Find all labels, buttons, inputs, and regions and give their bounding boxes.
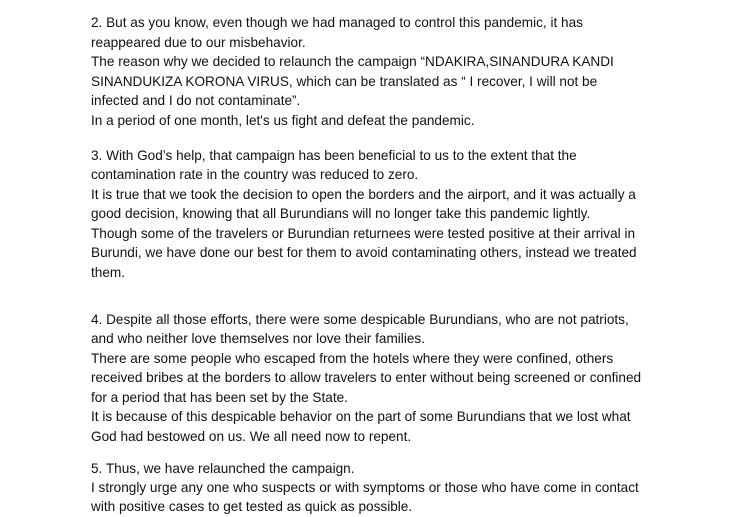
paragraph-3-line-6: Burundi, we have done our best for them to avoid contaminating others, instead we treated (91, 245, 637, 260)
paragraph-3-line-1: 3. With God’s help, that campaign has been beneficial to us to the extent that the (91, 148, 577, 163)
paragraph-3-line-3: It is true that we took the decision to open the borders and the airport, and it was actually a (91, 187, 636, 202)
paragraph-4-line-7: God had bestowed on us. We all need now to repent. (91, 429, 412, 444)
paragraph-2-line-4: SINANDUKIZA KORONA VIRUS, which can be translated as “ I recover, I will not be (91, 74, 598, 89)
paragraph-4-line-6: It is because of this despicable behavior on the part of some Burundians that we lost what (91, 409, 631, 424)
paragraph-4-line-2: and who neither love themselves nor love their families. (91, 331, 425, 346)
paragraph-5-line-1: 5. Thus, we have relaunched the campaign. (91, 461, 355, 476)
paragraph-3-line-5: Though some of the travelers or Burundian returnees were tested positive at their arrival in (91, 226, 636, 241)
paragraph-2-line-2: reappeared due to our misbehavior. (91, 35, 306, 50)
paragraph-2-line-1: 2. But as you know, even though we had managed to control this pandemic, it has (91, 15, 583, 30)
paragraph-2-line-6: In a period of one month, let's us fight and defeat the pandemic. (91, 113, 475, 128)
paragraph-5-line-3: with positive cases to get tested as quick as possible. (91, 499, 413, 514)
paragraph-4-line-1: 4. Despite all those efforts, there were some despicable Burundians, who are not patriots, (91, 312, 629, 327)
paragraph-3-line-7: them. (91, 265, 125, 280)
paragraph-3-line-4: good decision, knowing that all Burundians will no longer take this pandemic lightly. (91, 206, 591, 221)
paragraph-2-line-5: infected and I do not contaminate”. (91, 93, 301, 108)
paragraph-5-line-2: I strongly urge any one who suspects or with symptoms or those who have come in contact (91, 480, 639, 495)
paragraph-3-line-2: contamination rate in the country was reduced to zero. (91, 167, 419, 182)
paragraph-4-line-3: There are some people who escaped from the hotels where they were confined, others (91, 351, 614, 366)
paragraph-4-line-5: for a period that has been set by the State. (91, 390, 348, 405)
paragraph-4-line-4: received bribes at the borders to allow travelers to enter without being screened or confined (91, 370, 642, 385)
paragraph-2-line-3: The reason why we decided to relaunch the campaign “NDAKIRA,SINANDURA KANDI (91, 54, 614, 69)
